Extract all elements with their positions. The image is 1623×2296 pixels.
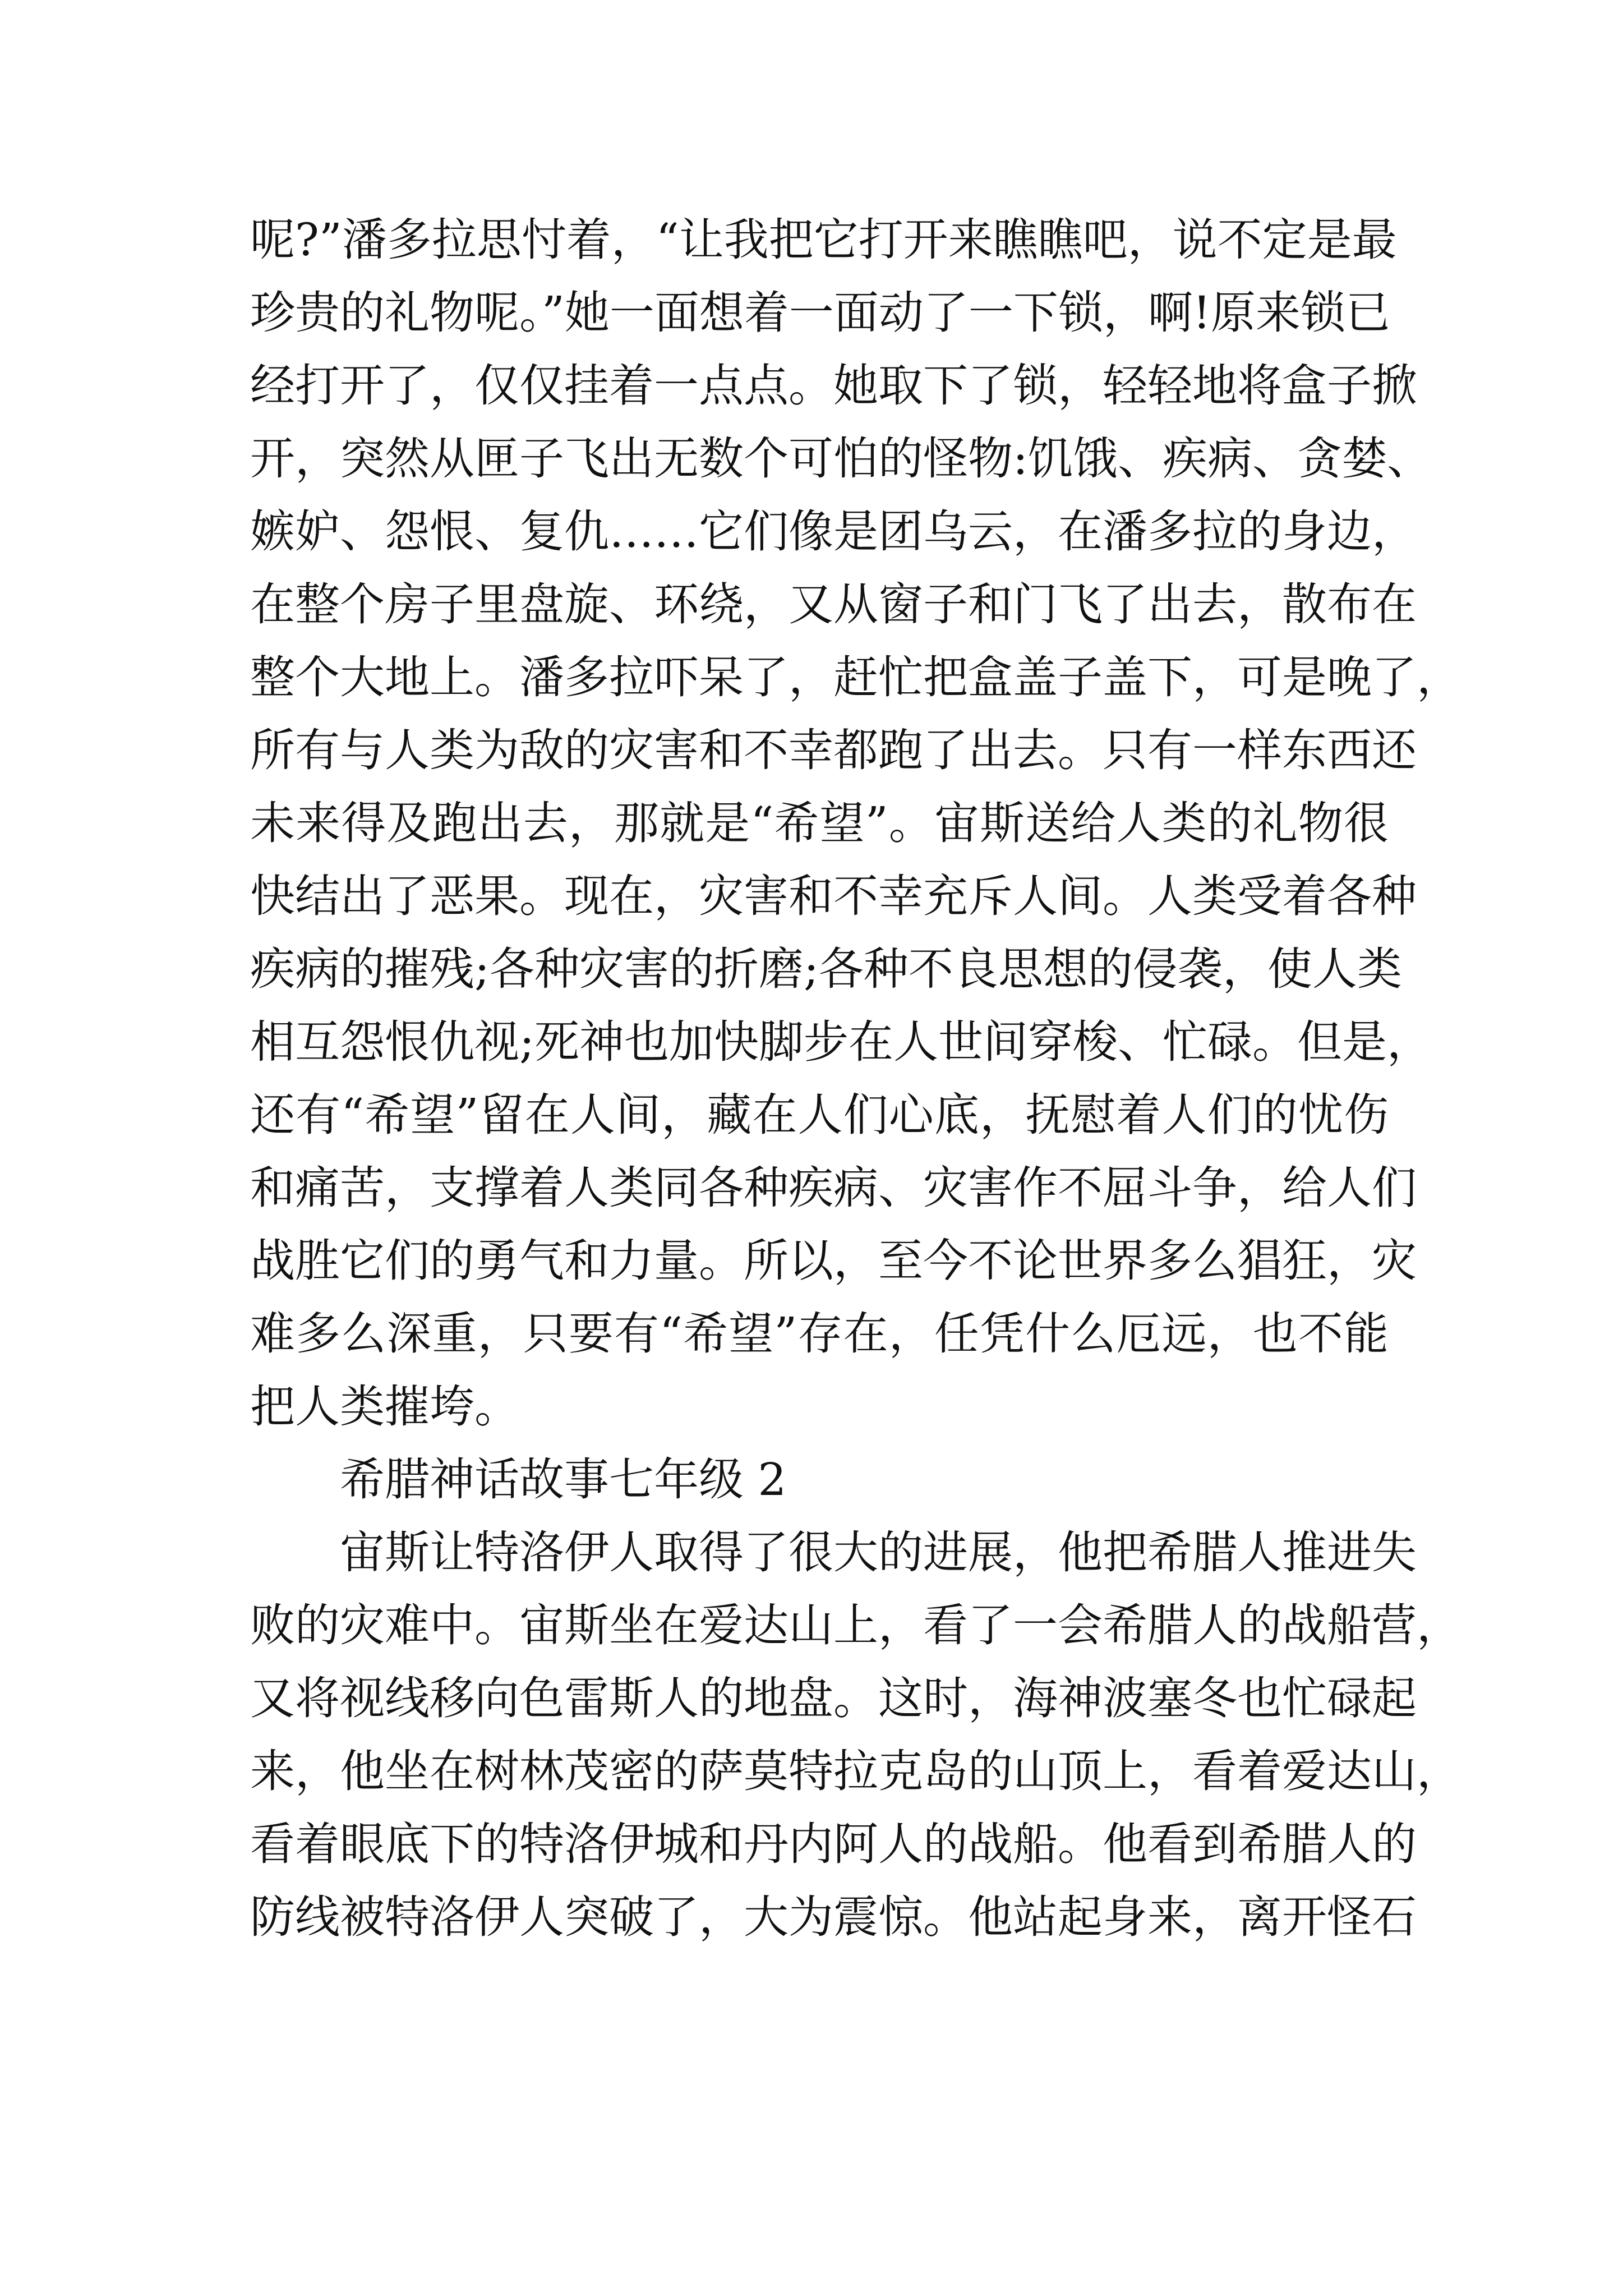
text-line: 看着眼底下的特洛伊城和丹内阿人的战船。他看到希腊人的 [250,1818,1417,1870]
text-line-last: 把人类摧垮。 [250,1381,519,1433]
text-line: 快结出了恶果。现在，灾害和不幸充斥人间。人类受着各种 [250,870,1417,922]
text-line: 防线被特洛伊人突破了，大为震惊。他站起身来，离开怪石 [250,1891,1417,1943]
section-title: 希腊神话故事七年级 2 [340,1453,787,1506]
text-line: 整个大地上。潘多拉吓呆了，赶忙把盒盖子盖下，可是晚了， [250,651,1461,703]
text-line: 经打开了，仅仅挂着一点点。她取下了锁，轻轻地将盒子掀 [250,360,1417,412]
text-line: 宙斯让特洛伊人取得了很大的进展，他把希腊人推进失 [340,1526,1417,1579]
text-line: 未来得及跑出去，那就是“希望”。宙斯送给人类的礼物很 [250,797,1389,849]
text-line: 败的灾难中。宙斯坐在爱达山上，看了一会希腊人的战船营， [250,1599,1461,1651]
text-line: 珍贵的礼物呢。”她一面想着一面动了一下锁，啊!原来锁已 [250,287,1391,339]
text-line: 嫉妒、怨恨、复仇……它们像是团乌云，在潘多拉的身边， [250,505,1417,558]
text-line: 开，突然从匣子飞出无数个可怕的怪物:饥饿、疾病、贪婪、 [250,432,1432,485]
text-line: 相互怨恨仇视;死神也加快脚步在人世间穿梭、忙碌。但是， [250,1016,1432,1068]
text-line: 又将视线移向色雷斯人的地盘。这时，海神波塞冬也忙碌起 [250,1672,1417,1724]
text-line: 还有“希望”留在人间，藏在人们心底，抚慰着人们的忧伤 [250,1089,1389,1141]
text-line: 呢?”潘多拉思忖着，“让我把它打开来瞧瞧吧，说不定是最 [250,214,1397,266]
text-line: 来，他坐在树林茂密的萨莫特拉克岛的山顶上，看着爱达山， [250,1745,1461,1797]
text-line: 难多么深重，只要有“希望”存在，任凭什么厄远，也不能 [250,1308,1389,1360]
text-line: 所有与人类为敌的灾害和不幸都跑了出去。只有一样东西还 [250,724,1417,776]
text-line: 在整个房子里盘旋、环绕，又从窗子和门飞了出去，散布在 [250,578,1417,631]
text-line: 疾病的摧残;各种灾害的折磨;各种不良思想的侵袭，使人类 [250,943,1402,995]
text-line: 和痛苦，支撑着人类同各种疾病、灾害作不屈斗争，给人们 [250,1162,1417,1214]
text-line: 战胜它们的勇气和力量。所以，至今不论世界多么猖狂，灾 [250,1235,1417,1287]
